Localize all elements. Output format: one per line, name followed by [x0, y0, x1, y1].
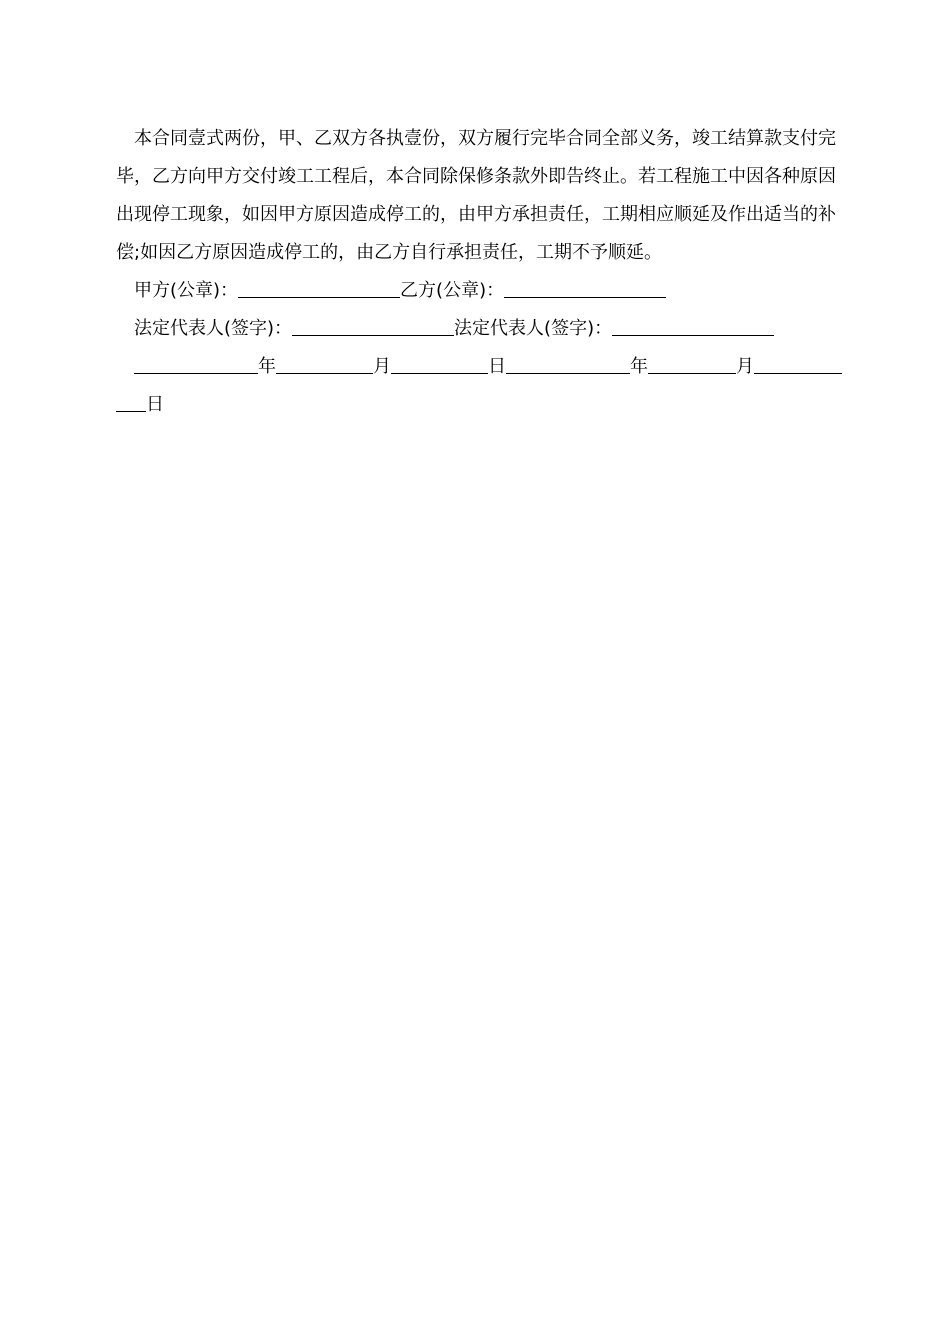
- party-a-day-blank[interactable]: [391, 351, 488, 374]
- date-line-wrap: [116, 386, 836, 424]
- party-a-rep-label: 法定代表人(签字)：: [134, 318, 293, 339]
- party-b-rep-label: 法定代表人(签字)：: [454, 318, 613, 339]
- party-b-year-label: 年: [630, 356, 648, 377]
- party-b-seal-blank[interactable]: [504, 275, 666, 298]
- party-a-month-label: 月: [373, 356, 391, 377]
- party-a-year-blank[interactable]: [134, 351, 258, 374]
- party-b-day-blank-end[interactable]: [116, 389, 146, 412]
- contract-body: [116, 120, 836, 424]
- party-a-seal-blank[interactable]: [238, 275, 400, 298]
- party-a-day-label: 日: [488, 356, 506, 377]
- party-a-seal-label: 甲方(公章)：: [134, 280, 239, 301]
- party-a-rep-blank[interactable]: [292, 313, 454, 336]
- party-b-month-label: 月: [736, 356, 754, 377]
- termination-clause: 本合同壹式两份，甲、乙双方各执壹份，双方履行完毕合同全部义务，竣工结算款支付完毕，乙方向甲方交付竣工工程后，本合同除保修条款外即告终止。若工程施工中因各种原因出现停工现象，如因甲方原因造成停工的，由甲方承担责任，工期相应顺延及作出适当的补偿;如因乙方原因造成停工的，由乙方自行承担责任，工期不予顺延。: [116, 128, 836, 263]
- representative-line: [116, 310, 836, 348]
- seal-line: [116, 272, 836, 310]
- party-b-rep-blank[interactable]: [612, 313, 774, 336]
- party-b-day-label: 日: [146, 394, 164, 415]
- date-line: [116, 348, 836, 386]
- party-a-month-blank[interactable]: [276, 351, 373, 374]
- party-b-seal-label: 乙方(公章)：: [400, 280, 505, 301]
- party-b-month-blank[interactable]: [648, 351, 736, 374]
- party-a-year-label: 年: [258, 356, 276, 377]
- party-b-year-blank[interactable]: [506, 351, 630, 374]
- party-b-day-blank-start[interactable]: [754, 351, 842, 374]
